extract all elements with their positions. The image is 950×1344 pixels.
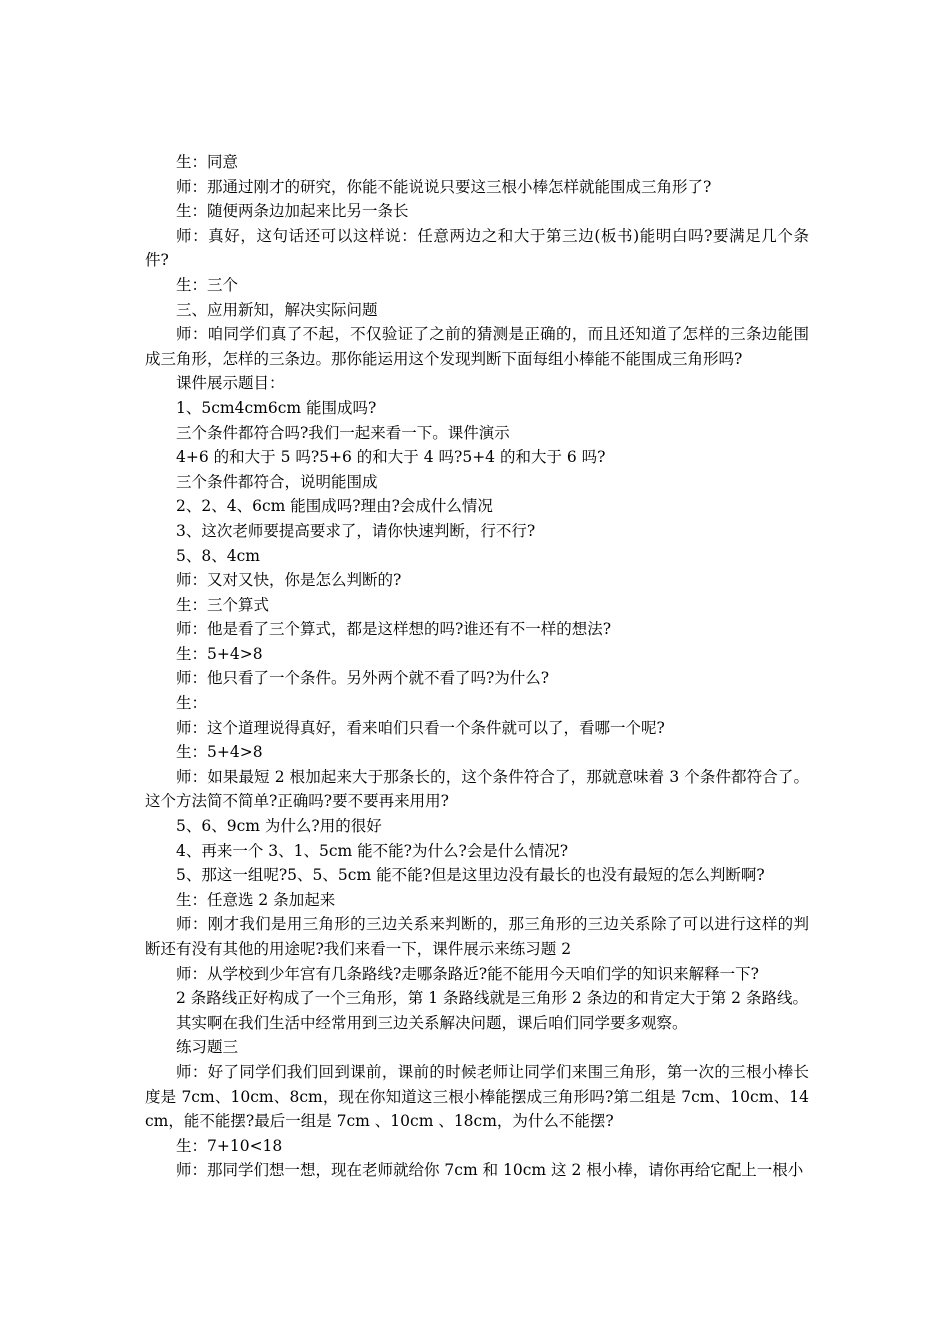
paragraph: 生：任意选 2 条加起来 bbox=[176, 890, 336, 909]
section-heading: 三、应用新知，解决实际问题 bbox=[176, 300, 378, 319]
paragraph: 生：5+4>8 bbox=[176, 644, 263, 663]
paragraph: 师：那同学们想一想，现在老师就给你 7cm 和 10cm 这 2 根小棒，请你再给它配上一根小 bbox=[176, 1161, 804, 1180]
paragraph: 生： bbox=[176, 694, 208, 713]
paragraph: 生：同意 bbox=[176, 153, 239, 171]
section-heading: 练习题三 bbox=[176, 1038, 239, 1057]
paragraph: 师：如果最短 2 根加起来大于那条长的，这个条件符合了，那就意味着 3 个条件都符合了。这个方法简不简单?正确吗?要不要再来用用? bbox=[145, 767, 809, 811]
paragraph: 生：7+10<18 bbox=[176, 1136, 283, 1155]
paragraph: 师：他只看了一个条件。另外两个就不看了吗?为什么? bbox=[176, 669, 550, 688]
paragraph: 师：他是看了三个算式，都是这样想的吗?谁还有不一样的想法? bbox=[176, 620, 612, 639]
paragraph: 课件展示题目： bbox=[176, 374, 285, 393]
paragraph: 师：那通过刚才的研究，你能不能说说只要这三根小棒怎样就能围成三角形了? bbox=[176, 177, 712, 196]
paragraph: 师：从学校到少年宫有几条路线?走哪条路近?能不能用今天咱们学的知识来解释一下? bbox=[176, 964, 759, 983]
paragraph: 师：又对又快，你是怎么判断的? bbox=[176, 571, 402, 590]
paragraph: 4+6 的和大于 5 吗?5+6 的和大于 4 吗?5+4 的和大于 6 吗? bbox=[176, 448, 606, 467]
paragraph: 生：5+4>8 bbox=[176, 743, 263, 762]
paragraph: 生：三个 bbox=[176, 275, 239, 294]
paragraph: 师：刚才我们是用三角形的三边关系来判断的，那三角形的三边关系除了可以进行这样的判断还有没有其他的用途呢?我们来看一下，课件展示来练习题 2 bbox=[145, 915, 809, 958]
paragraph: 5、6、9cm 为什么?用的很好 bbox=[176, 817, 382, 836]
paragraph: 2 条路线正好构成了一个三角形，第 1 条路线就是三角形 2 条边的和肯定大于第 2 条路线。 bbox=[176, 989, 808, 1008]
paragraph: 师：真好，这句话还可以这样说：任意两边之和大于第三边(板书)能明白吗?要满足几个条件? bbox=[145, 226, 809, 270]
paragraph: 三个条件都符合吗?我们一起来看一下。课件演示 bbox=[176, 423, 510, 442]
paragraph: 2、2、4、6cm 能围成吗?理由?会成什么情况 bbox=[176, 497, 493, 516]
paragraph: 生：三个算式 bbox=[176, 595, 270, 614]
paragraph: 5、那这一组呢?5、5、5cm 能不能?但是这里边没有最长的也没有最短的怎么判断啊? bbox=[176, 866, 765, 885]
paragraph: 生：随便两条边加起来比另一条长 bbox=[176, 202, 409, 221]
paragraph: 3、这次老师要提高要求了，请你快速判断，行不行? bbox=[176, 521, 536, 540]
paragraph: 师：这个道理说得真好，看来咱们只看一个条件就可以了，看哪一个呢? bbox=[176, 718, 665, 737]
paragraph: 1、5cm4cm6cm 能围成吗? bbox=[176, 398, 377, 417]
paragraph: 4、再来一个 3、1、5cm 能不能?为什么?会是什么情况? bbox=[176, 841, 569, 860]
document-page bbox=[145, 150, 809, 1183]
paragraph: 三个条件都符合，说明能围成 bbox=[176, 472, 378, 491]
paragraph: 师：咱同学们真了不起，不仅验证了之前的猜测是正确的，而且还知道了怎样的三条边能围成三角形，怎样的三条边。那你能运用这个发现判断下面每组小棒能不能围成三角形吗? bbox=[145, 325, 809, 368]
paragraph: 5、8、4cm bbox=[176, 546, 260, 565]
paragraph: 师：好了同学们我们回到课前，课前的时候老师让同学们来围三角形，第一次的三根小棒长度是 7cm、10cm、8cm，现在你知道这三根小棒能摆成三角形吗?第二组是 7cm、10cm、14cm，能不能摆?最后一组是 7cm 、10cm 、18cm，为什么不能摆? bbox=[145, 1062, 809, 1131]
paragraph: 其实啊在我们生活中经常用到三边关系解决问题，课后咱们同学要多观察。 bbox=[176, 1013, 688, 1032]
